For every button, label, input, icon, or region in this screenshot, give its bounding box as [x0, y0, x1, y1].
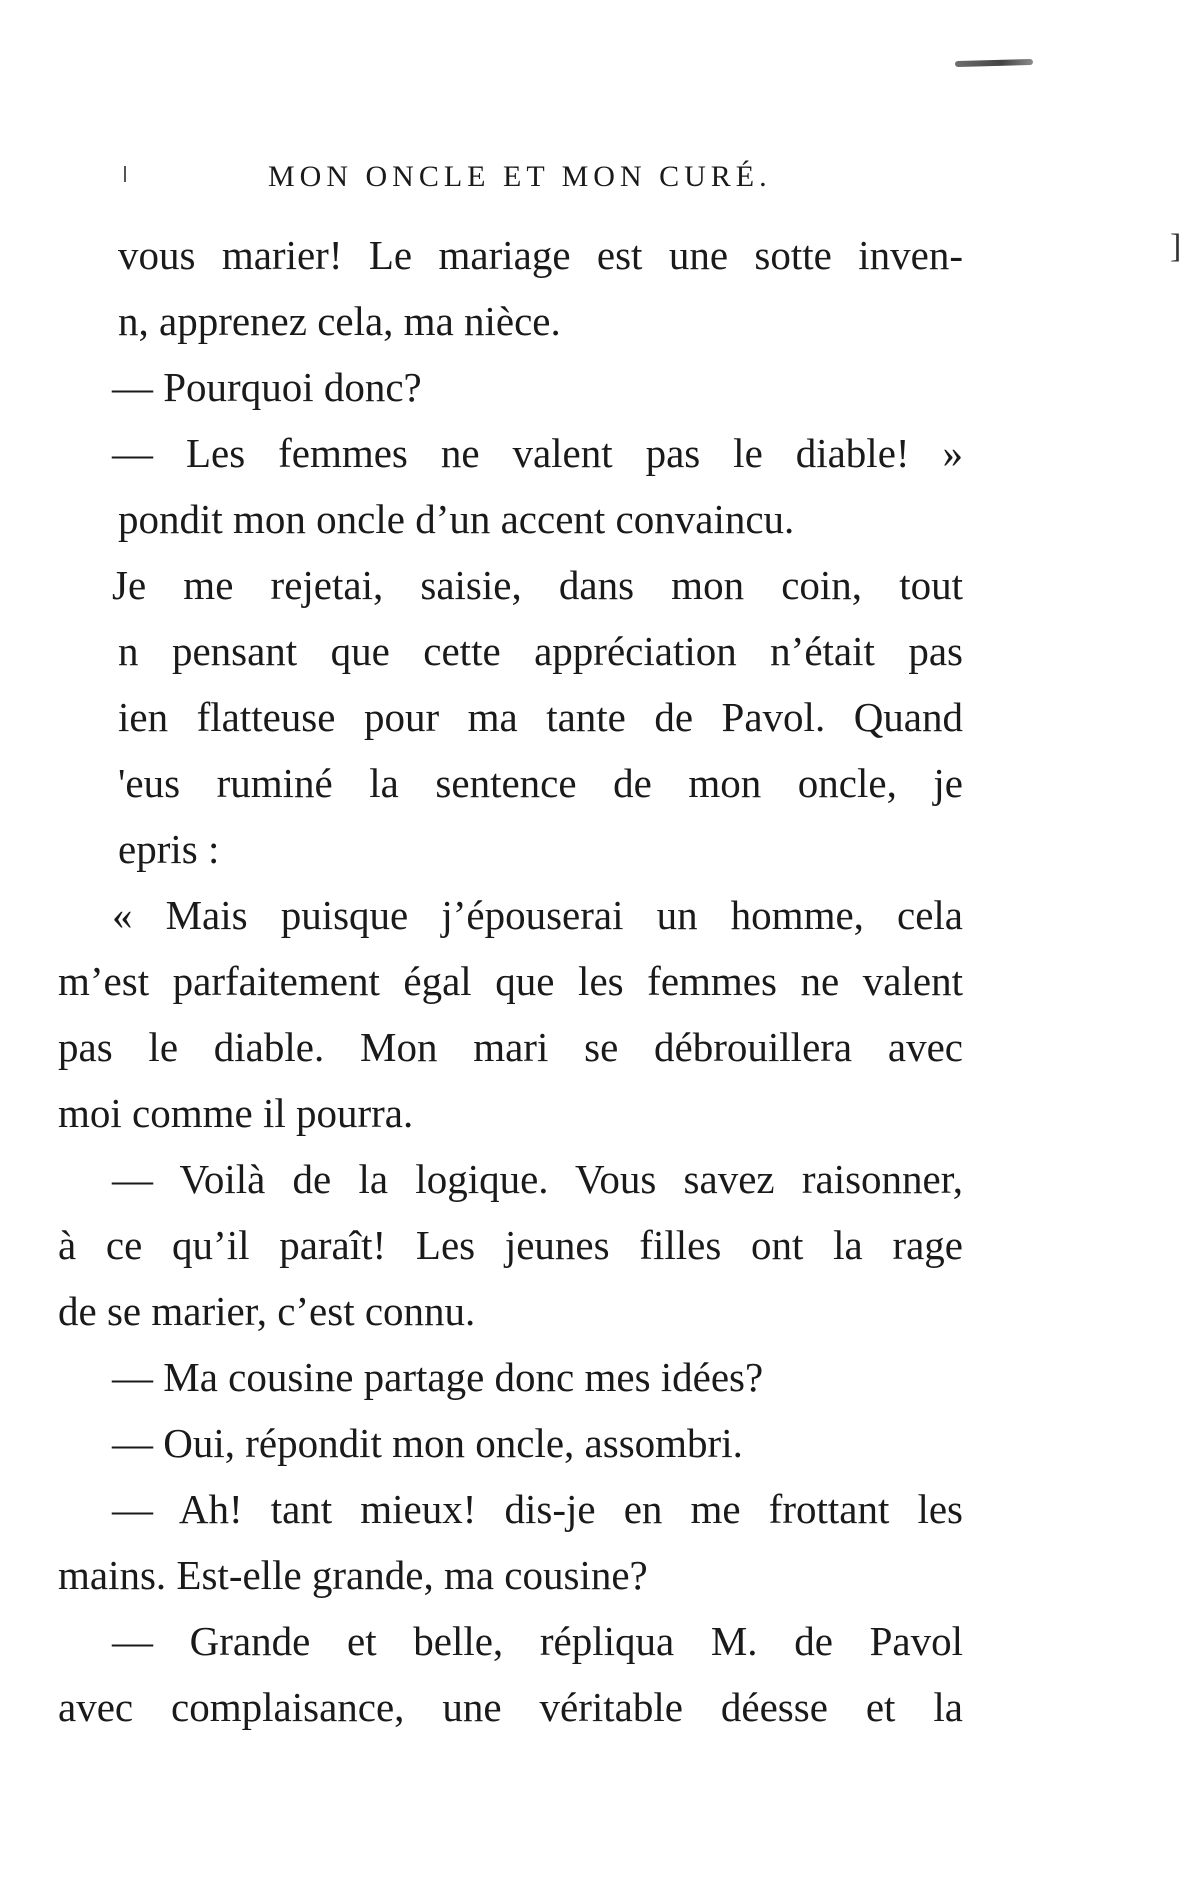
text-line: de se marier, c’est connu.	[58, 1288, 476, 1334]
text-line: pondit mon oncle d’un accent convaincu.	[118, 496, 795, 542]
ink-smudge	[955, 59, 1033, 67]
text-line: — Ah! tant mieux! dis-je en me frottant les	[112, 1486, 963, 1532]
text-line: n pensant que cette appréciation n’était pas	[118, 628, 963, 674]
text-line: — Oui, répondit mon oncle, assombri.	[112, 1420, 743, 1466]
text-line: — Ma cousine partage donc mes idées?	[112, 1354, 764, 1400]
text-line: pas le diable. Mon mari se débrouillera avec	[58, 1024, 963, 1070]
margin-mark: ]	[1170, 228, 1182, 265]
text-line: mains. Est-elle grande, ma cousine?	[58, 1552, 648, 1598]
text-line: — Pourquoi donc?	[112, 364, 422, 410]
text-line: n, apprenez cela, ma nièce.	[118, 298, 561, 344]
text-line: — Grande et belle, répliqua M. de Pavol	[112, 1618, 963, 1664]
body-text	[58, 222, 963, 1740]
text-line: ien flatteuse pour ma tante de Pavol. Quand	[118, 694, 963, 740]
text-line: — Les femmes ne valent pas le diable! »	[112, 430, 963, 476]
text-line: « Mais puisque j’épouserai un homme, cela	[112, 892, 963, 938]
text-line: epris :	[118, 826, 220, 872]
text-line: — Voilà de la logique. Vous savez raisonner,	[112, 1156, 963, 1202]
text-line: Je me rejetai, saisie, dans mon coin, tout	[112, 562, 963, 608]
text-line: à ce qu’il paraît! Les jeunes filles ont la rage	[58, 1222, 963, 1268]
margin-tick	[124, 166, 126, 182]
text-line: avec complaisance, une véritable déesse et la	[58, 1684, 963, 1730]
text-line: moi comme il pourra.	[58, 1090, 414, 1136]
running-head: MON ONCLE ET MON CURÉ.	[268, 160, 772, 193]
text-line: vous marier! Le mariage est une sotte inven-	[118, 232, 963, 278]
text-line: m’est parfaitement égal que les femmes ne valent	[58, 958, 963, 1004]
text-line: 'eus ruminé la sentence de mon oncle, je	[118, 760, 963, 806]
